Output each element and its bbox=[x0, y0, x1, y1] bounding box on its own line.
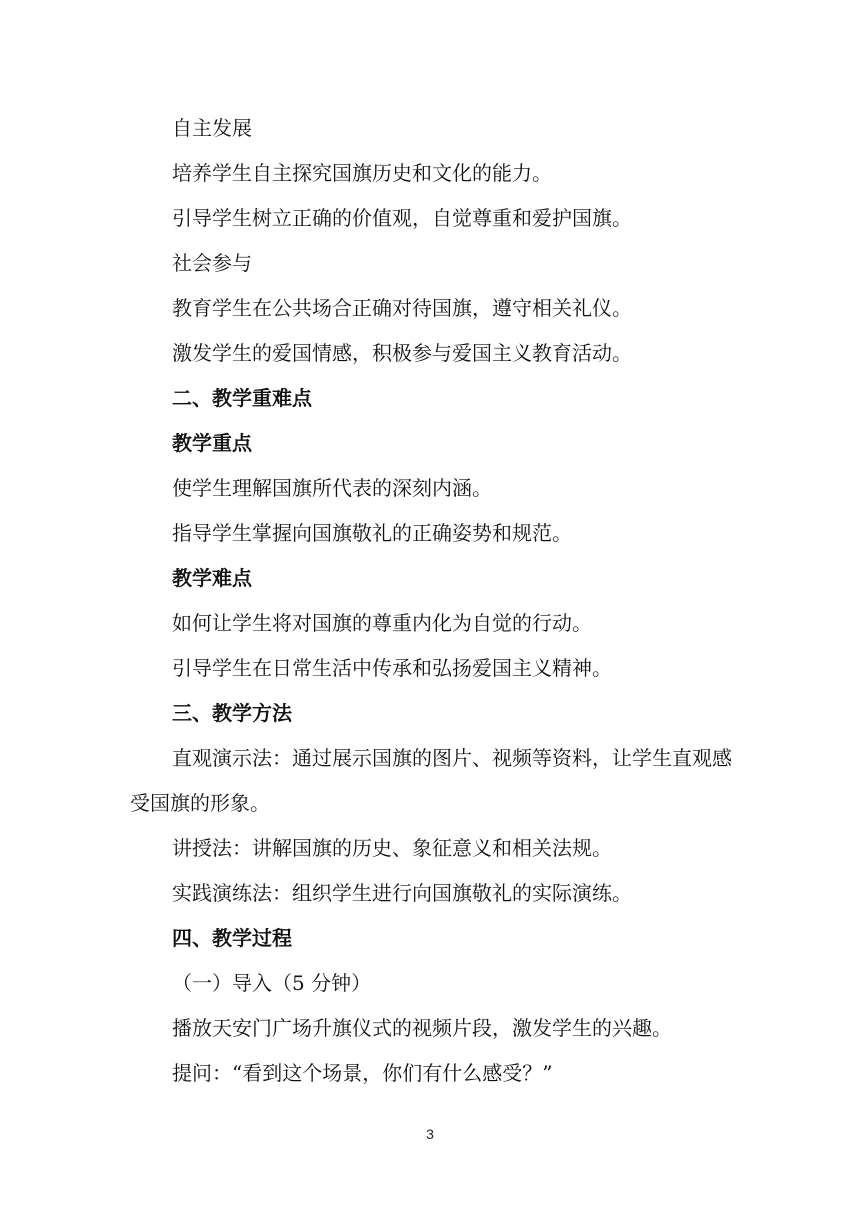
paragraph: 播放天安门广场升旗仪式的视频片段，激发学生的兴趣。 bbox=[172, 1016, 672, 1040]
paragraph: 激发学生的爱国情感，积极参与爱国主义教育活动。 bbox=[172, 341, 632, 365]
section-heading: 四、教学过程 bbox=[172, 926, 292, 950]
paragraph: 引导学生树立正确的价值观，自觉尊重和爱护国旗。 bbox=[172, 206, 632, 230]
paragraph-social-participation: 社会参与 bbox=[172, 251, 252, 275]
paragraph-self-development: 自主发展 bbox=[172, 116, 252, 140]
paragraph: 教育学生在公共场合正确对待国旗，遵守相关礼仪。 bbox=[172, 296, 632, 320]
subsection-heading: 教学难点 bbox=[172, 566, 252, 590]
paragraph-continuation: 受国旗的形象。 bbox=[130, 791, 270, 815]
paragraph: 使学生理解国旗所代表的深刻内涵。 bbox=[172, 476, 492, 500]
paragraph: 实践演练法：组织学生进行向国旗敬礼的实际演练。 bbox=[172, 881, 632, 905]
paragraph: 如何让学生将对国旗的尊重内化为自觉的行动。 bbox=[172, 611, 592, 635]
paragraph: 直观演示法：通过展示国旗的图片、视频等资料，让学生直观感 bbox=[172, 746, 732, 770]
paragraph: 培养学生自主探究国旗历史和文化的能力。 bbox=[172, 161, 552, 185]
page-number: 3 bbox=[426, 1126, 434, 1142]
paragraph: 讲授法：讲解国旗的历史、象征意义和相关法规。 bbox=[172, 836, 612, 860]
paragraph: 引导学生在日常生活中传承和弘扬爱国主义精神。 bbox=[172, 656, 612, 680]
section-heading: 三、教学方法 bbox=[172, 701, 292, 725]
paragraph: 指导学生掌握向国旗敬礼的正确姿势和规范。 bbox=[172, 521, 572, 545]
subsection-heading: （一）导入（5 分钟） bbox=[172, 971, 372, 995]
paragraph: 提问：“看到这个场景，你们有什么感受？” bbox=[172, 1061, 553, 1085]
section-heading: 二、教学重难点 bbox=[172, 386, 312, 410]
subsection-heading: 教学重点 bbox=[172, 431, 252, 455]
